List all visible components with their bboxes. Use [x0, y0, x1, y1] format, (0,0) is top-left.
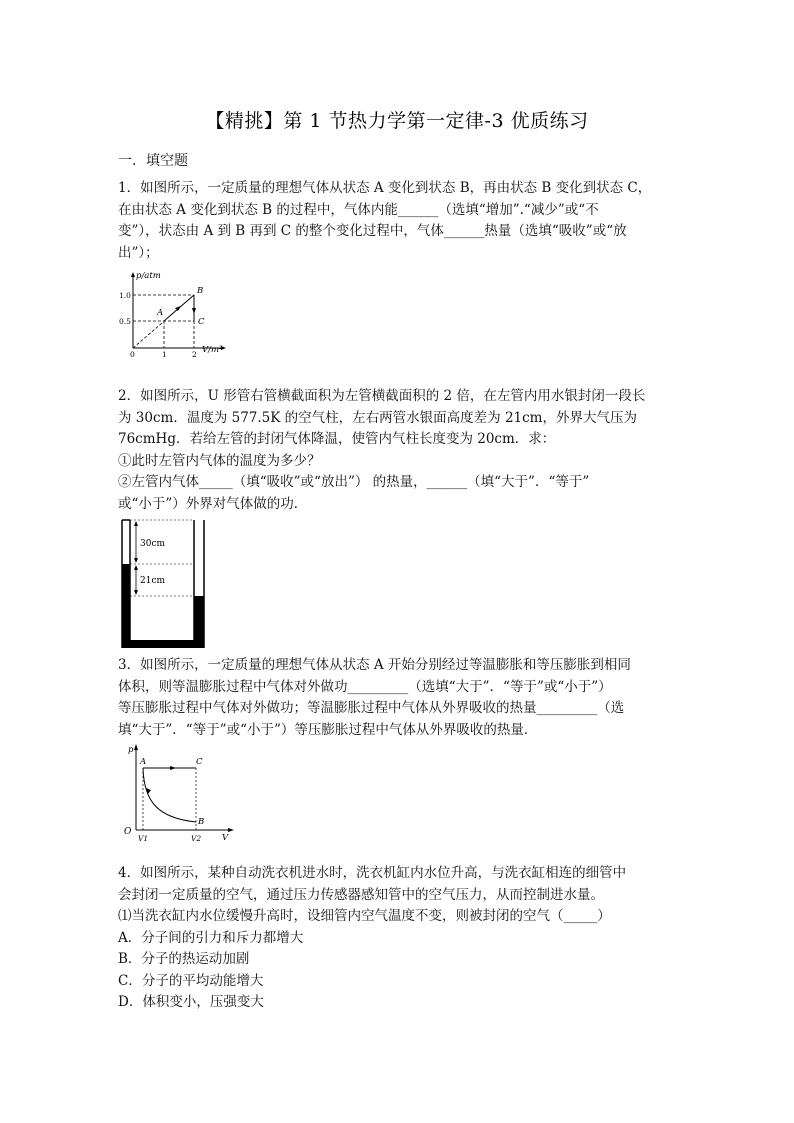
question-1-line: 在由状态 A 变化到状态 B 的过程中，气体内能______（选填“增加”.“减少”或“不: [118, 201, 599, 218]
dim-21cm-arrow-bottom: [134, 590, 138, 595]
section-heading: 一．填空题: [118, 153, 188, 169]
question-3-line: 填“大于”．“等于”或“小于”）等压膨胀过程中气体从外界吸收的热量．: [118, 721, 538, 738]
y-axis-label: p/atm: [136, 271, 161, 281]
question-2-line: 2．如图所示，U 形管右管横截面积为左管横截面积的 2 倍，在左管内用水银封闭一段长: [118, 388, 646, 404]
figure-u-tube: [118, 518, 210, 652]
question-4-line: 会封闭一定质量的空气，通过压力传感器感知管中的空气压力，从而控制进水量。: [118, 886, 604, 903]
point-c-label: C: [196, 757, 203, 767]
question-4: [118, 863, 690, 1014]
p-v-graph-1: [118, 268, 228, 360]
dim-21cm-arrow-top: [134, 565, 138, 570]
u-tube-diagram: [118, 518, 210, 652]
x-axis-arrow: [228, 828, 234, 832]
option-b: B．分子的热运动加剧: [118, 951, 250, 967]
option-c: C．分子的平均动能增大: [118, 972, 264, 989]
y-tick-1: 1.0: [119, 291, 131, 300]
v1-label: V1: [138, 834, 149, 843]
label-30cm: 30cm: [140, 539, 166, 549]
y-axis-label: p: [128, 745, 134, 755]
question-3-line: 体积，则等温膨胀过程中气体对外做功_________（选填“大于”．“等于”或“小于”）: [118, 678, 612, 695]
option-a: A．分子间的引力和斥力都增大: [118, 929, 304, 946]
question-4-line: ⑴当洗衣缸内水位缓慢升高时，设细管内空气温度不变，则被封闭的空气（_____）: [118, 908, 611, 924]
origin-line: [133, 323, 162, 348]
question-2-line: 76cmHg．若给左管的封闭气体降温，使管内气柱长度变为 20cm．求：: [118, 431, 556, 447]
question-2-line: 或“小于”）外界对气体做的功．: [118, 495, 308, 512]
question-3-line: 3．如图所示，一定质量的理想气体从状态 A 开始分别经过等温膨胀和等压膨胀到相同: [118, 657, 631, 673]
figure-p-v-graph-1: [118, 268, 228, 360]
isotherm-curve: [143, 768, 196, 822]
p-v-graph-2: [118, 742, 238, 846]
question-1-line: 出”）；: [118, 244, 159, 261]
question-1-line: 变”），状态由 A 到 B 再到 C 的整个变化过程中，气体______热量（选填“吸收”或“放: [118, 223, 627, 239]
v2-label: V2: [191, 834, 202, 843]
question-3: [118, 655, 690, 741]
question-2-line: ②左管内气体_____（填“吸收”或“放出”） 的热量，______（填“大于”．“等于”: [118, 474, 590, 490]
question-4-line: 4．如图所示，某种自动洗衣机进水时，洗衣机缸内水位升高，与洗衣缸相连的细管中: [118, 865, 627, 881]
isobaric-arrow: [170, 766, 176, 770]
x-axis-label: V/m³: [202, 345, 223, 355]
origin-label: O: [124, 827, 132, 837]
point-a-label: A: [140, 757, 147, 767]
question-2-line: 为 30cm．温度为 577.5K 的空气柱，左右两管水银面高度差为 21cm，外界大气压为: [118, 409, 637, 426]
dim-30cm-arrow-bottom: [134, 558, 138, 563]
question-1-line: 1．如图所示，一定质量的理想气体从状态 A 变化到状态 B，再由状态 B 变化到状态 C，: [118, 180, 652, 196]
origin-label: 0: [130, 350, 135, 359]
point-a-label: A: [157, 308, 164, 318]
question-2: [118, 386, 690, 515]
x-tick-2: 2: [192, 350, 197, 359]
x-tick-1: 1: [162, 350, 167, 359]
figure-p-v-graph-2: [118, 742, 238, 846]
label-21cm: 21cm: [140, 576, 166, 586]
y-tick-05: 0.5: [119, 317, 131, 326]
point-b-label: B: [198, 817, 205, 827]
question-1: [118, 178, 690, 264]
option-d: D．体积变小，压强变大: [118, 994, 264, 1010]
question-3-line: 等压膨胀过程中气体对外做功；等温膨胀过程中气体从外界吸收的热量_________（选: [118, 700, 625, 716]
x-axis-label: V: [222, 833, 229, 843]
point-c-label: C: [198, 317, 205, 327]
dim-30cm-arrow-top: [134, 521, 138, 526]
question-2-line: ①此时左管内气体的温度为多少？: [118, 452, 321, 469]
y-axis-arrow: [131, 272, 135, 277]
arrow-b-c: [192, 308, 196, 314]
point-b-label: B: [197, 286, 204, 296]
page-title: 【精挑】第 1 节热力学第一定律-3 优质练习: [205, 110, 589, 132]
y-axis-arrow: [134, 744, 138, 750]
